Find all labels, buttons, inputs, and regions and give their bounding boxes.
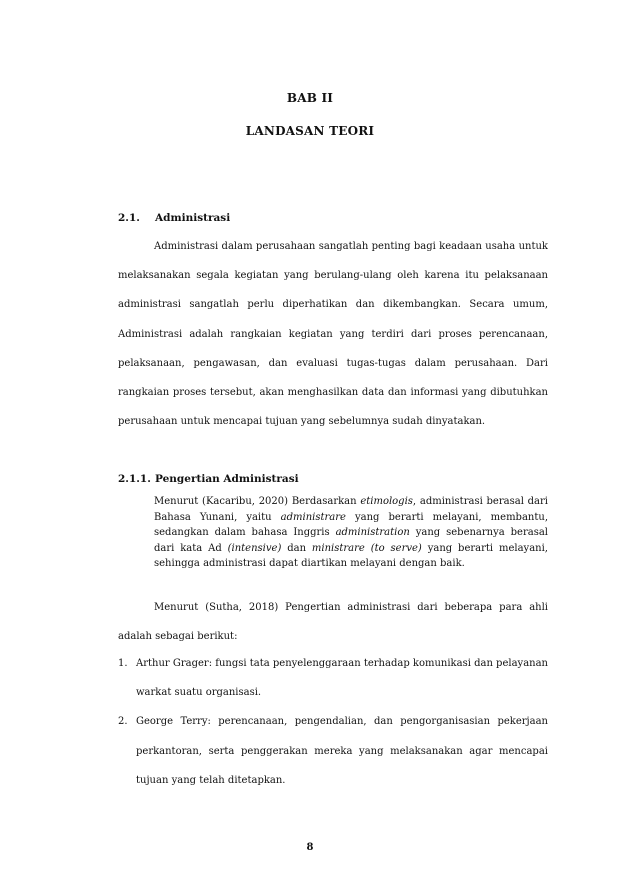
- quote-term-administrare: administrare: [280, 511, 346, 523]
- chapter-title: LANDASAN TEORI: [245, 124, 375, 138]
- definition-list: [118, 649, 548, 795]
- subsection-number: 2.1.1.: [118, 473, 151, 485]
- block-quote: [154, 494, 548, 572]
- section-paragraph: Administrasi dalam perusahaan sangatlah penting bagi keadaan usaha untuk melaksanakan segala kegiatan yang berulang-ulang oleh karena itu pelaksanaan administrasi sangatlah perlu diperhatikan dan dikembangkan. Secara umum, Administrasi adalah rangkaian kegiatan yang terdiri dari proses perencanaan, pelaksanaan, pengawasan, dan evaluasi tugas-tugas dalam perusahaan. Dari rangkaian proses tersebut, akan menghasilkan data dan informasi yang dibutuhkan perusahaan untuk mencapai tujuan yang sebelumnya sudah dinyatakan.: [118, 241, 548, 428]
- list-item-text: Arthur Grager: fungsi tata penyelenggaraan terhadap komunikasi dan pelayanan warkat suatu organisasi.: [136, 658, 548, 699]
- list-item-number: 1.: [118, 658, 128, 669]
- list-item: [118, 649, 548, 707]
- section-title: Administrasi: [155, 212, 231, 224]
- chapter-label: BAB II: [286, 91, 334, 105]
- intro-paragraph: Menurut (Sutha, 2018) Pengertian administrasi dari beberapa para ahli adalah sebagai berikut:: [118, 602, 548, 643]
- quote-term-etimologis: etimologis: [360, 496, 413, 507]
- quote-text: Menurut (Kacaribu, 2020) Berdasarkan: [154, 496, 361, 507]
- quote-text: yang sebenarnya berasal dari kata Ad: [154, 527, 548, 554]
- quote-text: yang berarti melayani, sehingga administrasi dapat diartikan melayani dengan baik.: [154, 542, 548, 570]
- list-item: [118, 707, 548, 795]
- section-number: 2.1.: [118, 212, 140, 224]
- subsection-title: Pengertian Administrasi: [155, 473, 299, 485]
- list-item-number: 2.: [118, 716, 128, 728]
- quote-term-administration: administration: [335, 527, 410, 539]
- quote-text: dan: [281, 542, 312, 554]
- list-item-text: George Terry: perencanaan, pengendalian, dan pengorganisasian pekerjaan perkantoran, serta penggerakan mereka yang melaksanakan agar mencapai tujuan yang telah ditetapkan.: [136, 716, 548, 786]
- page-number: 8: [306, 842, 314, 853]
- quote-term-intensive: (intensive): [227, 542, 282, 554]
- quote-text: yang berarti melayani, membantu, sedangkan dalam bahasa Inggris: [154, 511, 548, 539]
- quote-term-ministrare: ministrare (to serve): [311, 542, 422, 554]
- quote-text: , administrasi berasal dari Bahasa Yunani, yaitu: [154, 496, 548, 523]
